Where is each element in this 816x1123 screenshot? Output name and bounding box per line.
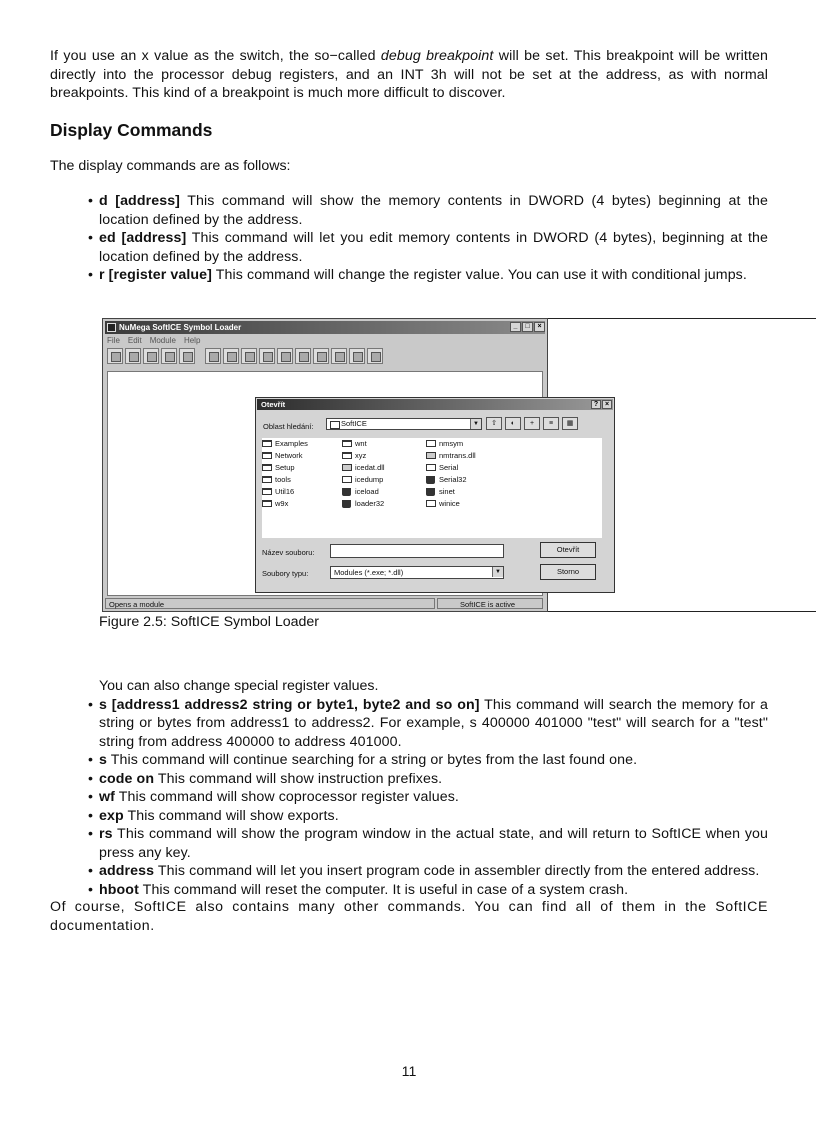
file-name: icedat.dll <box>355 463 385 472</box>
command-name: wf <box>99 789 115 805</box>
status-left: Opens a module <box>105 598 435 609</box>
symbol-loader-window <box>102 318 610 612</box>
dialog-title: Otevřít <box>261 400 286 409</box>
list-item <box>88 192 768 229</box>
exe-file-icon <box>342 500 351 508</box>
file-list <box>262 438 602 538</box>
window-titlebar <box>105 321 545 334</box>
list-item[interactable] <box>342 462 385 474</box>
file-name: icedump <box>355 475 384 484</box>
filetype-value: Modules (*.exe; *.dll) <box>334 568 404 577</box>
list-item <box>88 881 768 900</box>
toolbar-icon[interactable] <box>349 348 365 364</box>
filetype-label: Soubory typu: <box>262 569 309 578</box>
list-item <box>88 825 768 862</box>
app-icon <box>107 323 116 332</box>
file-name: nmtrans.dll <box>439 451 476 460</box>
command-name: exp <box>99 807 124 824</box>
file-name: xyz <box>355 451 367 460</box>
toolbar-icon[interactable] <box>277 348 293 364</box>
look-in-value: SoftICE <box>341 419 367 428</box>
list-item <box>88 229 768 266</box>
exe-file-icon <box>342 488 351 496</box>
list-item[interactable] <box>426 498 476 510</box>
list-item <box>88 696 768 752</box>
toolbar-icon[interactable] <box>313 348 329 364</box>
file-column <box>342 438 385 510</box>
list-item[interactable] <box>262 450 308 462</box>
status-right: SoftICE is active <box>437 598 543 609</box>
command-desc: This command will show exports. <box>123 807 339 824</box>
outro-paragraph: Of course, SoftICE also contains many other commands. You can find all of them in the SoftICE documentation. <box>50 899 768 934</box>
dialog-titlebar <box>257 399 613 410</box>
command-desc: This command will let you insert program code in assembler directly from the entered address. <box>154 863 760 879</box>
list-item[interactable] <box>342 474 385 486</box>
dll-file-icon <box>342 464 352 471</box>
menu-edit[interactable]: Edit <box>127 336 142 345</box>
command-desc: This command will reset the computer. It is useful in case of a system crash. <box>138 881 629 898</box>
list-item[interactable] <box>426 486 476 498</box>
command-name: address <box>99 863 155 879</box>
up-folder-icon[interactable]: ⇧ <box>486 417 502 430</box>
command-name: s <box>99 752 107 768</box>
file-name: wnt <box>355 439 367 448</box>
file-name: Examples <box>275 439 308 448</box>
list-item[interactable] <box>262 486 308 498</box>
window-controls <box>510 322 545 332</box>
intro-text-rest: will be set. This breakpoint will be written directly into the processor debug registers, and an INT 3h will not be set at the address, as with normal breakpoints. This kind of a breakpoint is much more difficult to discover. <box>50 48 768 101</box>
folder-icon <box>262 500 272 507</box>
menu-help[interactable]: Help <box>183 336 201 345</box>
look-in-combo[interactable] <box>326 418 482 430</box>
command-name: d [address] <box>99 193 181 209</box>
folder-icon <box>342 452 352 459</box>
command-name: s [address1 address2 string or byte1, byte2 and so on] <box>99 696 480 713</box>
toolbar-icon[interactable] <box>205 348 221 364</box>
list-item <box>88 770 768 789</box>
cancel-button[interactable]: Storno <box>540 564 596 580</box>
list-item[interactable] <box>342 498 385 510</box>
list-item[interactable] <box>426 474 476 486</box>
toolbar-icon[interactable] <box>161 348 177 364</box>
close-icon[interactable]: × <box>602 400 612 409</box>
filetype-select[interactable] <box>330 566 504 579</box>
command-list-first <box>88 192 768 285</box>
list-item <box>88 751 768 770</box>
toolbar-icon[interactable] <box>295 348 311 364</box>
file-name: loader32 <box>355 499 385 508</box>
toolbar-icon[interactable] <box>331 348 347 364</box>
command-desc: This command will show coprocessor register values. <box>114 789 459 805</box>
intro-emphasis: debug breakpoint <box>380 48 494 64</box>
after-figure-text: You can also change special register values. <box>99 678 379 694</box>
file-icon <box>342 476 352 483</box>
open-folder-icon[interactable] <box>107 348 123 364</box>
command-list-second-block <box>88 677 768 899</box>
list-item <box>88 807 768 826</box>
list-item[interactable] <box>262 462 308 474</box>
toolbar-icon[interactable] <box>143 348 159 364</box>
lead-text: The display commands are as follows: <box>50 158 291 174</box>
command-desc: This command will search the memory for a string or bytes from address1 to address2. For example, s 400000 401000 "test" will search for a "test" string from address 400000 to address 401000. <box>99 696 769 750</box>
list-item[interactable] <box>262 498 308 510</box>
dialog-nav-buttons <box>486 417 578 430</box>
list-item[interactable] <box>342 450 385 462</box>
command-name: ed [address] <box>99 230 187 246</box>
file-column <box>426 438 476 510</box>
command-desc: This command will change the register value. You can use it with conditional jumps. <box>211 267 747 283</box>
desktop-icon[interactable]: ◐ <box>505 417 521 430</box>
open-dialog <box>255 397 615 593</box>
file-name: Setup <box>275 463 295 472</box>
exe-file-icon <box>426 488 435 496</box>
toolbar-icon[interactable] <box>125 348 141 364</box>
menu-bar <box>107 336 200 346</box>
details-view-icon[interactable]: ▦ <box>562 417 578 430</box>
toolbar-icon[interactable] <box>179 348 195 364</box>
look-in-label: Oblast hledání: <box>263 422 314 431</box>
status-bar <box>105 598 545 610</box>
toolbar <box>107 348 383 368</box>
list-item[interactable] <box>426 462 476 474</box>
folder-icon <box>330 421 340 429</box>
command-name: code on <box>99 770 155 787</box>
minimize-icon[interactable]: _ <box>510 322 521 332</box>
list-item[interactable] <box>426 450 476 462</box>
maximize-icon[interactable]: □ <box>522 322 533 332</box>
file-name: tools <box>275 475 291 484</box>
chevron-down-icon[interactable]: ▼ <box>492 567 503 577</box>
dll-file-icon <box>426 452 436 459</box>
figure-screenshot <box>102 318 816 614</box>
open-button[interactable]: Otevřít <box>540 542 596 558</box>
file-name: Network <box>275 451 303 460</box>
intro-text: If you use an x value as the switch, the so−called <box>50 48 381 64</box>
list-item <box>88 788 768 807</box>
list-item[interactable] <box>342 486 385 498</box>
command-desc: This command will let you edit memory contents in DWORD (4 bytes), beginning at the location defined by the address. <box>99 230 768 265</box>
file-name: iceload <box>355 487 379 496</box>
file-icon <box>426 440 436 447</box>
list-view-icon[interactable]: ≡ <box>543 417 559 430</box>
folder-icon <box>342 440 352 447</box>
list-item[interactable] <box>262 474 308 486</box>
folder-icon <box>262 440 272 447</box>
menu-module[interactable]: Module <box>149 336 176 345</box>
window-title: NuMega SoftICE Symbol Loader <box>119 323 242 332</box>
command-name: hboot <box>99 881 139 898</box>
list-item[interactable] <box>426 438 476 450</box>
toolbar-icon[interactable] <box>367 348 383 364</box>
list-item[interactable] <box>342 438 385 450</box>
command-desc: This command will show instruction prefixes. <box>154 770 443 787</box>
new-folder-icon[interactable]: + <box>524 417 540 430</box>
folder-icon <box>262 464 272 471</box>
toolbar-icon[interactable] <box>259 348 275 364</box>
list-item <box>88 862 768 881</box>
file-name: w9x <box>275 499 289 508</box>
figure-caption: Figure 2.5: SoftICE Symbol Loader <box>99 614 320 630</box>
file-name: winice <box>439 499 460 508</box>
dialog-controls <box>591 400 612 409</box>
chevron-down-icon[interactable]: ▼ <box>470 419 481 429</box>
file-name: Serial <box>439 463 459 472</box>
folder-icon <box>262 452 272 459</box>
page-number: 11 <box>401 1064 417 1080</box>
file-column <box>262 438 308 510</box>
filename-input[interactable] <box>330 544 504 558</box>
exe-file-icon <box>426 476 435 484</box>
folder-icon <box>262 476 272 483</box>
command-desc: This command will show the program window in the actual state, and will return to SoftICE when you press any key. <box>99 826 768 861</box>
file-name: Serial32 <box>439 475 467 484</box>
menu-file[interactable]: File <box>107 336 120 345</box>
intro-paragraph <box>50 47 768 103</box>
toolbar-icon[interactable] <box>241 348 257 364</box>
file-icon <box>426 464 436 471</box>
file-name: sinet <box>439 487 455 496</box>
list-item[interactable] <box>262 438 308 450</box>
command-desc: This command will continue searching for a string or bytes from the last found one. <box>107 752 638 768</box>
file-name: nmsym <box>439 439 464 448</box>
folder-icon <box>262 488 272 495</box>
help-icon[interactable]: ? <box>591 400 601 409</box>
filename-label: Název souboru: <box>262 548 315 557</box>
toolbar-icon[interactable] <box>223 348 239 364</box>
file-icon <box>426 500 436 507</box>
command-name: r [register value] <box>99 267 212 283</box>
command-list-second <box>88 696 768 900</box>
list-item <box>88 266 768 285</box>
command-desc: This command will show the memory contents in DWORD (4 bytes) beginning at the location defined by the address. <box>99 193 768 228</box>
section-title: Display Commands <box>50 120 213 140</box>
close-icon[interactable]: × <box>534 322 545 332</box>
command-name: rs <box>99 826 113 842</box>
file-name: Util16 <box>275 487 295 496</box>
